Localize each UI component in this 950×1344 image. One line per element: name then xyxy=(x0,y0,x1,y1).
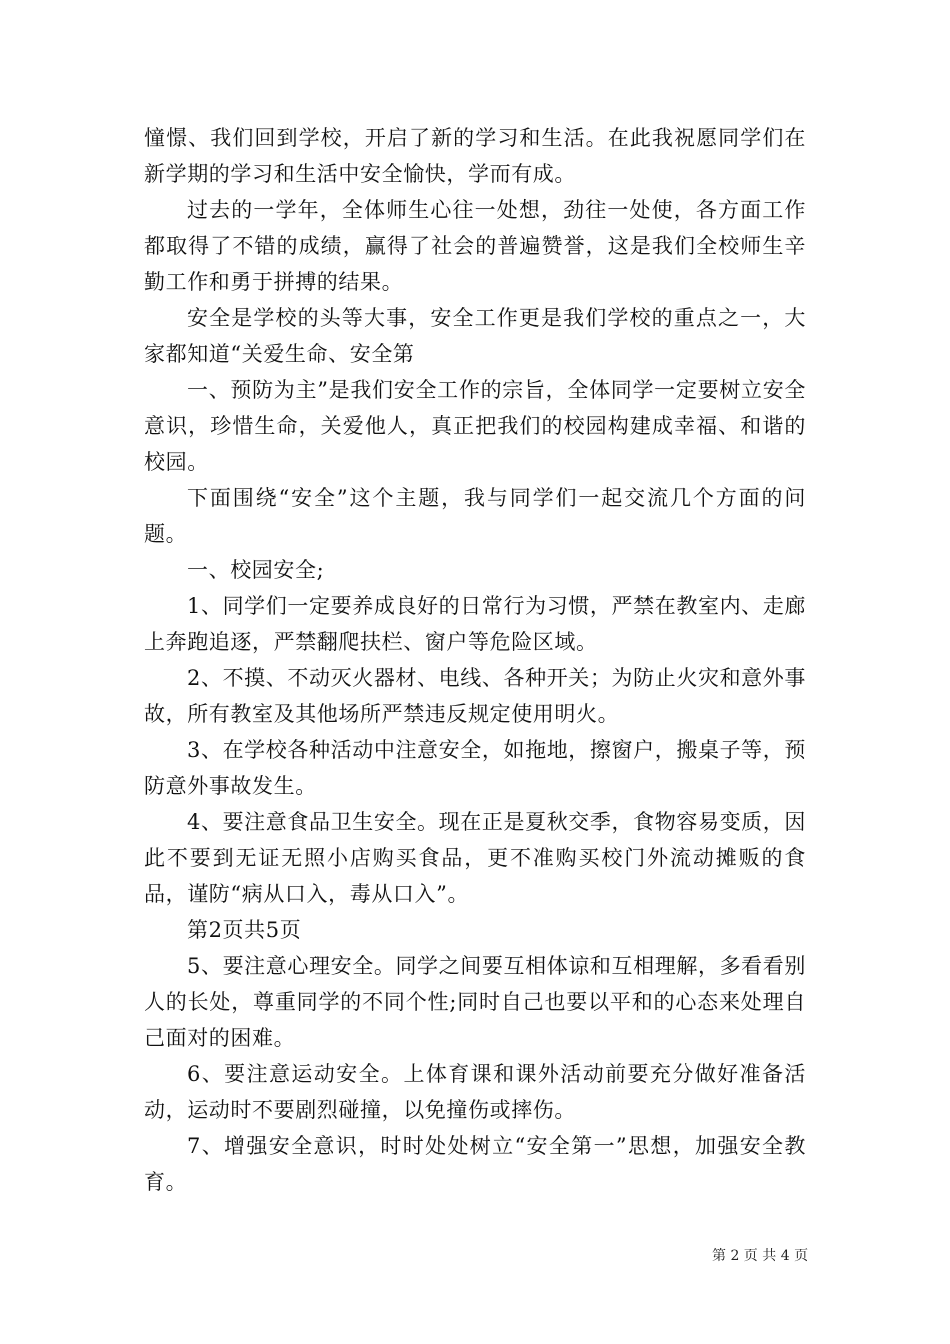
paragraph: 2、不摸、不动灭火器材、电线、各种开关；为防止火灾和意外事故，所有教室及其他场所严禁违反规定使用明火。 xyxy=(144,666,806,726)
document-body xyxy=(144,120,806,1200)
inline-page-marker: 第2页共5页 xyxy=(187,918,302,942)
page-footer: 第 2 页 共 4 页 xyxy=(712,1248,809,1264)
paragraph: 一、预防为主”是我们安全工作的宗旨，全体同学一定要树立安全意识，珍惜生命，关爱他人，真正把我们的校园构建成幸福、和谐的校园。 xyxy=(144,378,806,474)
paragraph: 5、要注意心理安全。同学之间要互相体谅和互相理解，多看看别人的长处，尊重同学的不同个性;同时自己也要以平和的心态来处理自己面对的困难。 xyxy=(144,954,806,1050)
paragraph: 7、增强安全意识，时时处处树立“安全第一”思想，加强安全教育。 xyxy=(144,1134,806,1194)
paragraph: 安全是学校的头等大事，安全工作更是我们学校的重点之一，大家都知道“关爱生命、安全第 xyxy=(144,306,806,366)
paragraph: 3、在学校各种活动中注意安全，如拖地，擦窗户，搬桌子等，预防意外事故发生。 xyxy=(144,738,806,798)
paragraph: 憧憬、我们回到学校，开启了新的学习和生活。在此我祝愿同学们在新学期的学习和生活中安全愉快，学而有成。 xyxy=(144,126,806,186)
paragraph: 6、要注意运动安全。上体育课和课外活动前要充分做好准备活动，运动时不要剧烈碰撞，以免撞伤或摔伤。 xyxy=(144,1062,806,1122)
paragraph: 下面围绕“安全”这个主题，我与同学们一起交流几个方面的问题。 xyxy=(144,486,806,546)
paragraph: 1、同学们一定要养成良好的日常行为习惯，严禁在教室内、走廊上奔跑追逐，严禁翻爬扶栏、窗户等危险区域。 xyxy=(144,594,806,654)
paragraph: 过去的一学年，全体师生心往一处想，劲往一处使，各方面工作都取得了不错的成绩，赢得了社会的普遍赞誉，这是我们全校师生辛勤工作和勇于拼搏的结果。 xyxy=(144,198,806,294)
section-heading: 一、校园安全; xyxy=(187,558,325,582)
paragraph: 4、要注意食品卫生安全。现在正是夏秋交季，食物容易变质，因此不要到无证无照小店购买食品，更不准购买校门外流动摊贩的食品，谨防“病从口入，毒从口入”。 xyxy=(144,810,806,906)
